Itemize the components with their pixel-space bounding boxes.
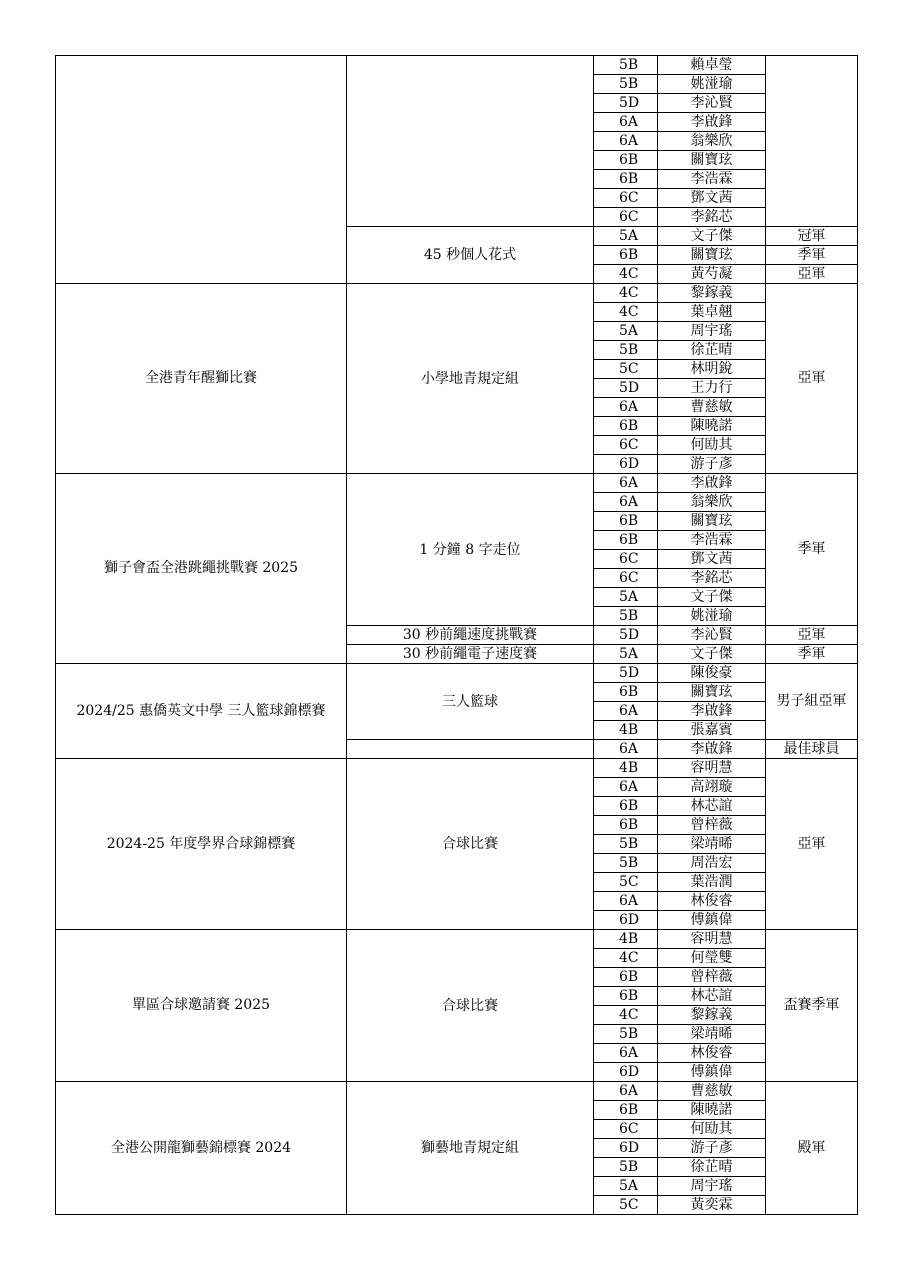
award-cell: 亞軍 (766, 265, 858, 284)
student-name-cell: 周宇瑤 (658, 1177, 766, 1196)
student-name-cell: 梁靖晞 (658, 1025, 766, 1044)
event-cell: 合球比賽 (347, 930, 594, 1082)
award-cell: 亞軍 (766, 626, 858, 645)
student-name-cell: 周浩宏 (658, 854, 766, 873)
student-name-cell: 游子彥 (658, 1139, 766, 1158)
class-cell: 6B (594, 968, 658, 987)
class-cell: 5B (594, 854, 658, 873)
class-cell: 5B (594, 607, 658, 626)
class-cell: 6D (594, 455, 658, 474)
student-name-cell: 文子傑 (658, 645, 766, 664)
class-cell: 5B (594, 341, 658, 360)
competition-cell: 2024/25 惠僑英文中學 三人籃球錦標賽 (56, 664, 347, 759)
student-name-cell: 黃奕霖 (658, 1196, 766, 1215)
class-cell: 6C (594, 550, 658, 569)
student-name-cell: 姚湴瑜 (658, 75, 766, 94)
class-cell: 5D (594, 94, 658, 113)
award-cell: 男子組亞軍 (766, 664, 858, 740)
student-name-cell: 容明慧 (658, 759, 766, 778)
class-cell: 6C (594, 189, 658, 208)
class-cell: 5C (594, 873, 658, 892)
student-name-cell: 葉卓翹 (658, 303, 766, 322)
student-name-cell: 鄧文茜 (658, 189, 766, 208)
class-cell: 5C (594, 1196, 658, 1215)
student-name-cell: 李浩霖 (658, 170, 766, 189)
class-cell: 4C (594, 303, 658, 322)
student-name-cell: 曹慈敏 (658, 1082, 766, 1101)
class-cell: 6B (594, 531, 658, 550)
class-cell: 6A (594, 132, 658, 151)
student-name-cell: 陳曉諾 (658, 1101, 766, 1120)
event-cell (347, 56, 594, 227)
class-cell: 5A (594, 227, 658, 246)
class-cell: 6A (594, 1082, 658, 1101)
class-cell: 6B (594, 1101, 658, 1120)
results-body (56, 56, 858, 1215)
student-name-cell: 游子彥 (658, 455, 766, 474)
student-name-cell: 林芯誼 (658, 797, 766, 816)
class-cell: 5B (594, 835, 658, 854)
class-cell: 5D (594, 664, 658, 683)
student-name-cell: 高翊璇 (658, 778, 766, 797)
class-cell: 6D (594, 1139, 658, 1158)
student-name-cell: 林明銳 (658, 360, 766, 379)
award-cell: 亞軍 (766, 759, 858, 930)
student-name-cell: 關寶玹 (658, 512, 766, 531)
student-name-cell: 林芯誼 (658, 987, 766, 1006)
class-cell: 6B (594, 797, 658, 816)
competition-cell: 全港青年醒獅比賽 (56, 284, 347, 474)
student-name-cell: 徐芷晴 (658, 1158, 766, 1177)
award-cell: 盃賽季軍 (766, 930, 858, 1082)
class-cell: 6A (594, 398, 658, 417)
student-name-cell: 周宇瑤 (658, 322, 766, 341)
table-row (56, 1082, 858, 1101)
class-cell: 5A (594, 1177, 658, 1196)
class-cell: 5A (594, 645, 658, 664)
student-name-cell: 曾梓薇 (658, 816, 766, 835)
event-cell: 合球比賽 (347, 759, 594, 930)
competition-cell: 全港公開龍獅藝錦標賽 2024 (56, 1082, 347, 1215)
student-name-cell: 關寶玹 (658, 151, 766, 170)
student-name-cell: 王力行 (658, 379, 766, 398)
student-name-cell: 何劻其 (658, 436, 766, 455)
student-name-cell: 李銘芯 (658, 569, 766, 588)
event-cell: 小學地青規定組 (347, 284, 594, 474)
table-row (56, 56, 858, 75)
class-cell: 6B (594, 417, 658, 436)
student-name-cell: 葉浩潤 (658, 873, 766, 892)
class-cell: 6A (594, 702, 658, 721)
class-cell: 6A (594, 1044, 658, 1063)
student-name-cell: 黃芍凝 (658, 265, 766, 284)
student-name-cell: 何瑩雙 (658, 949, 766, 968)
student-name-cell: 陳曉諾 (658, 417, 766, 436)
student-name-cell: 關寶玹 (658, 683, 766, 702)
student-name-cell: 何劻其 (658, 1120, 766, 1139)
student-name-cell: 容明慧 (658, 930, 766, 949)
class-cell: 4C (594, 284, 658, 303)
student-name-cell: 張嘉賓 (658, 721, 766, 740)
class-cell: 6D (594, 1063, 658, 1082)
class-cell: 6C (594, 436, 658, 455)
class-cell: 6B (594, 816, 658, 835)
class-cell: 4B (594, 759, 658, 778)
class-cell: 5C (594, 360, 658, 379)
class-cell: 6C (594, 569, 658, 588)
student-name-cell: 李浩霖 (658, 531, 766, 550)
student-name-cell: 李沁賢 (658, 94, 766, 113)
class-cell: 6C (594, 1120, 658, 1139)
class-cell: 6A (594, 778, 658, 797)
event-cell: 30 秒前繩電子速度賽 (347, 645, 594, 664)
class-cell: 5B (594, 75, 658, 94)
award-cell: 殿軍 (766, 1082, 858, 1215)
competition-cell: 單區合球邀請賽 2025 (56, 930, 347, 1082)
class-cell: 6A (594, 113, 658, 132)
class-cell: 4B (594, 930, 658, 949)
student-name-cell: 李啟鋒 (658, 474, 766, 493)
class-cell: 6B (594, 987, 658, 1006)
student-name-cell: 傅鎮偉 (658, 911, 766, 930)
student-name-cell: 林俊睿 (658, 1044, 766, 1063)
table-row (56, 474, 858, 493)
student-name-cell: 李銘芯 (658, 208, 766, 227)
award-cell: 季軍 (766, 474, 858, 626)
competition-cell (56, 56, 347, 284)
class-cell: 5A (594, 588, 658, 607)
student-name-cell: 文子傑 (658, 227, 766, 246)
student-name-cell: 關寶玹 (658, 246, 766, 265)
student-name-cell: 李啟鋒 (658, 702, 766, 721)
event-cell: 三人籃球 (347, 664, 594, 740)
student-name-cell: 徐芷晴 (658, 341, 766, 360)
class-cell: 6B (594, 512, 658, 531)
student-name-cell: 文子傑 (658, 588, 766, 607)
table-row (56, 759, 858, 778)
class-cell: 5A (594, 322, 658, 341)
results-table (55, 55, 858, 1215)
award-cell (766, 56, 858, 227)
class-cell: 6A (594, 740, 658, 759)
class-cell: 4C (594, 265, 658, 284)
award-cell: 季軍 (766, 645, 858, 664)
class-cell: 5B (594, 56, 658, 75)
class-cell: 6B (594, 170, 658, 189)
student-name-cell: 曾梓薇 (658, 968, 766, 987)
student-name-cell: 李啟鋒 (658, 113, 766, 132)
class-cell: 6C (594, 208, 658, 227)
student-name-cell: 李沁賢 (658, 626, 766, 645)
class-cell: 6B (594, 246, 658, 265)
table-row (56, 664, 858, 683)
class-cell: 6D (594, 911, 658, 930)
class-cell: 5B (594, 1025, 658, 1044)
award-cell: 亞軍 (766, 284, 858, 474)
student-name-cell: 林俊睿 (658, 892, 766, 911)
class-cell: 6A (594, 474, 658, 493)
event-cell (347, 740, 594, 759)
student-name-cell: 曹慈敏 (658, 398, 766, 417)
award-cell: 最佳球員 (766, 740, 858, 759)
student-name-cell: 黎鎵義 (658, 284, 766, 303)
class-cell: 4C (594, 949, 658, 968)
competition-cell: 獅子會盃全港跳繩挑戰賽 2025 (56, 474, 347, 664)
class-cell: 4C (594, 1006, 658, 1025)
class-cell: 6A (594, 892, 658, 911)
class-cell: 5D (594, 626, 658, 645)
event-cell: 1 分鐘 8 字走位 (347, 474, 594, 626)
table-row (56, 930, 858, 949)
student-name-cell: 黎鎵義 (658, 1006, 766, 1025)
class-cell: 6B (594, 151, 658, 170)
award-cell: 冠軍 (766, 227, 858, 246)
competition-cell: 2024-25 年度學界合球錦標賽 (56, 759, 347, 930)
table-row (56, 284, 858, 303)
class-cell: 5D (594, 379, 658, 398)
class-cell: 6A (594, 493, 658, 512)
student-name-cell: 傅鎮偉 (658, 1063, 766, 1082)
event-cell: 30 秒前繩速度挑戰賽 (347, 626, 594, 645)
student-name-cell: 梁靖晞 (658, 835, 766, 854)
class-cell: 6B (594, 683, 658, 702)
award-cell: 季軍 (766, 246, 858, 265)
event-cell: 獅藝地青規定組 (347, 1082, 594, 1215)
class-cell: 4B (594, 721, 658, 740)
student-name-cell: 翁樂欣 (658, 132, 766, 151)
student-name-cell: 陳俊豪 (658, 664, 766, 683)
student-name-cell: 鄧文茜 (658, 550, 766, 569)
student-name-cell: 姚湴瑜 (658, 607, 766, 626)
event-cell: 45 秒個人花式 (347, 227, 594, 284)
student-name-cell: 李啟鋒 (658, 740, 766, 759)
student-name-cell: 賴卓瑩 (658, 56, 766, 75)
student-name-cell: 翁樂欣 (658, 493, 766, 512)
class-cell: 5B (594, 1158, 658, 1177)
